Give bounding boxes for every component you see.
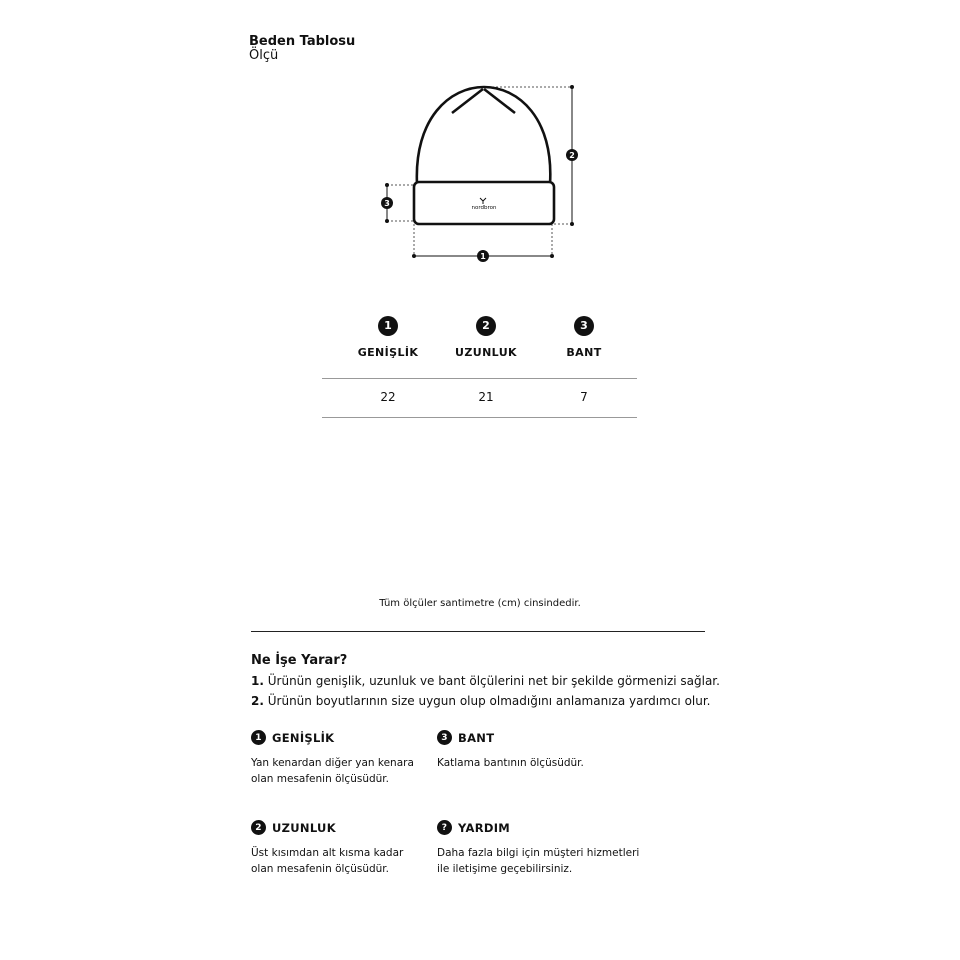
section-badge: 2 (251, 820, 266, 835)
section-badge: 3 (437, 730, 452, 745)
section-title: YARDIM (458, 820, 511, 835)
badge-2: 2 (569, 151, 575, 160)
section-genislik-text (251, 755, 451, 787)
table-divider-bottom (322, 417, 637, 418)
info-item-1 (251, 674, 720, 688)
col-badge: 1 (378, 316, 398, 336)
table-divider-top (322, 378, 637, 379)
help-icon: ? (437, 820, 452, 835)
section-title: GENİŞLİK (272, 730, 335, 745)
section-line: olan mesafenin ölçüsüdür. (251, 773, 389, 785)
section-uzunluk-header (251, 820, 336, 835)
section-line: Yan kenardan diğer yan kenara (251, 757, 414, 769)
info-item-number: 1. (251, 674, 264, 688)
col-header: UZUNLUK (455, 345, 517, 359)
beanie-diagram (370, 78, 600, 268)
section-line: Üst kısımdan alt kısma kadar (251, 847, 404, 859)
section-line: olan mesafenin ölçüsüdür. (251, 863, 389, 875)
section-yardim-header (437, 820, 510, 835)
col-badge: 2 (476, 316, 496, 336)
section-bant-header (437, 730, 494, 745)
section-badge: 1 (251, 730, 266, 745)
col-badge: 3 (574, 316, 594, 336)
section-line: Katlama bantının ölçüsüdür. (437, 757, 584, 769)
section-title: BANT (458, 730, 495, 745)
section-genislik-header (251, 730, 334, 745)
info-question: Ne İşe Yarar? (251, 653, 348, 668)
value-bant: 7 (580, 390, 588, 404)
section-uzunluk-text (251, 845, 451, 877)
section-title: UZUNLUK (272, 820, 336, 835)
value-uzunluk: 21 (478, 390, 494, 404)
col-header: GENİŞLİK (357, 345, 419, 359)
info-item-text: Ürünün boyutlarının size uygun olup olmadığını anlamanıza yardımcı olur. (267, 694, 711, 708)
section-line: Daha fazla bilgi için müşteri hizmetleri (437, 847, 640, 859)
col-bant (524, 314, 644, 359)
info-item-text: Ürünün genişlik, uzunluk ve bant ölçülerini net bir şekilde görmenizi sağlar. (267, 674, 720, 688)
section-divider (251, 631, 705, 632)
page-subtitle: Ölçü (249, 48, 279, 63)
value-genislik: 22 (380, 390, 396, 404)
badge-1: 1 (480, 252, 486, 261)
col-header: BANT (566, 345, 602, 359)
brand-logo: nordbron (471, 205, 497, 211)
badge-3: 3 (384, 199, 390, 208)
section-yardim-text (437, 845, 667, 877)
units-note: Tüm ölçüler santimetre (cm) cinsindedir. (379, 598, 581, 609)
section-bant-text (437, 755, 637, 771)
info-item-number: 2. (251, 694, 264, 708)
section-line: ile iletişime geçebilirsiniz. (437, 863, 573, 875)
page-title: Beden Tablosu (249, 34, 356, 49)
info-item-2 (251, 694, 711, 708)
